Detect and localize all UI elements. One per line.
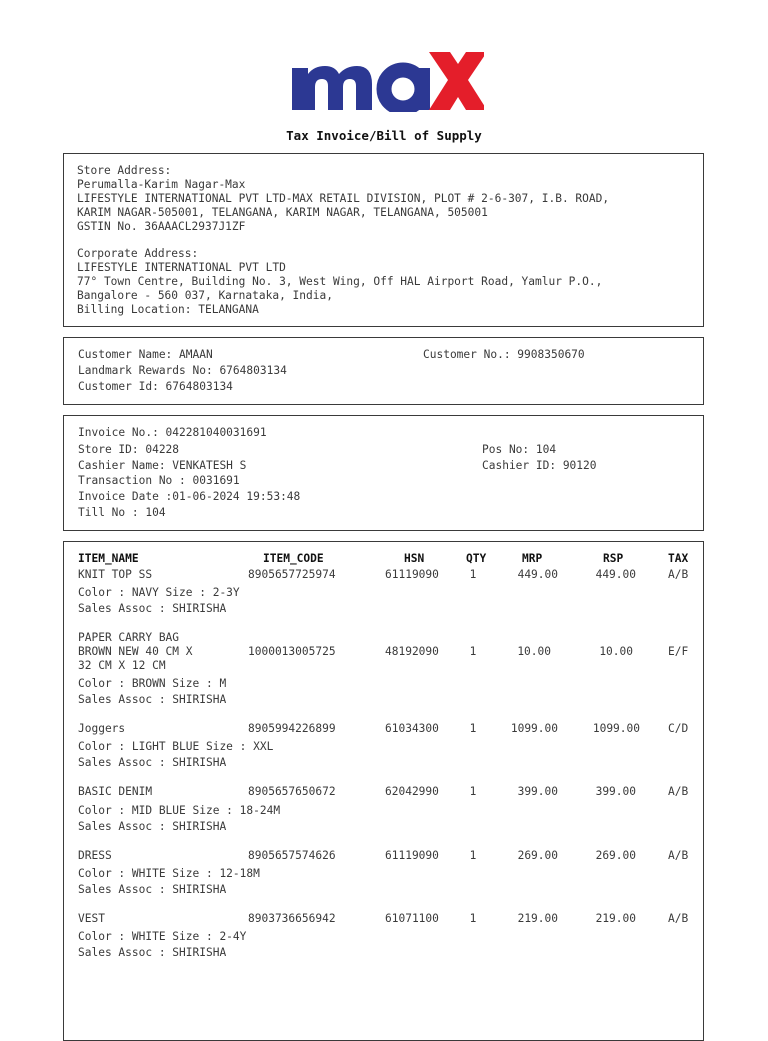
- corporate-address-heading: Corporate Address:: [77, 247, 199, 260]
- store-address-heading: Store Address:: [77, 164, 172, 177]
- item-mrp: 219.00: [517, 912, 558, 925]
- corporate-address-line: LIFESTYLE INTERNATIONAL PVT LTD: [77, 261, 286, 274]
- billing-location: Billing Location: TELANGANA: [77, 303, 259, 316]
- gstin: GSTIN No. 36AAACL2937J1ZF: [77, 220, 246, 233]
- transaction-number: Transaction No : 0031691: [78, 474, 240, 487]
- item-hsn: 48192090: [385, 645, 439, 658]
- item-hsn: 61119090: [385, 568, 439, 581]
- item-rsp: 1099.00: [592, 722, 640, 735]
- item-tax: A/B: [668, 912, 689, 925]
- item-color-size: Color : MID BLUE Size : 18-24M: [78, 804, 281, 817]
- item-tax: E/F: [668, 645, 689, 658]
- item-qty: 1: [469, 849, 477, 862]
- item-tax: C/D: [668, 722, 689, 735]
- corporate-address-line: 77° Town Centre, Building No. 3, West Wing, Off HAL Airport Road, Yamlur P.O.,: [77, 275, 603, 288]
- customer-number: Customer No.: 9908350670: [423, 348, 585, 361]
- corporate-address-line: Bangalore - 560 037, Karnataka, India,: [77, 289, 333, 302]
- item-mrp: 10.00: [517, 645, 551, 658]
- item-color-size: Color : WHITE Size : 2-4Y: [78, 930, 247, 943]
- item-hsn: 61071100: [385, 912, 439, 925]
- item-qty: 1: [469, 912, 477, 925]
- item-name: BASIC DENIM: [78, 785, 153, 798]
- cashier-id: Cashier ID: 90120: [482, 459, 597, 472]
- store-address-line: Perumalla-Karim Nagar-Max: [77, 178, 246, 191]
- header-qty: QTY: [466, 552, 487, 565]
- header-rsp: RSP: [603, 552, 624, 565]
- item-tax: A/B: [668, 849, 689, 862]
- item-sales-assoc: Sales Assoc : SHIRISHA: [78, 820, 227, 833]
- document-title: Tax Invoice/Bill of Supply: [286, 128, 482, 143]
- item-qty: 1: [469, 722, 477, 735]
- item-rsp: 219.00: [595, 912, 636, 925]
- till-number: Till No : 104: [78, 506, 166, 519]
- store-address-line: LIFESTYLE INTERNATIONAL PVT LTD-MAX RETAIL DIVISION, PLOT # 2-6-307, I.B. ROAD,: [77, 192, 610, 205]
- item-color-size: Color : BROWN Size : M: [78, 677, 227, 690]
- item-mrp: 399.00: [517, 785, 558, 798]
- item-tax: A/B: [668, 785, 689, 798]
- max-logo-mark: [284, 52, 484, 112]
- item-sales-assoc: Sales Assoc : SHIRISHA: [78, 946, 227, 959]
- item-sales-assoc: Sales Assoc : SHIRISHA: [78, 693, 227, 706]
- item-name: PAPER CARRY BAG: [78, 631, 180, 644]
- cashier-name: Cashier Name: VENKATESH S: [78, 459, 247, 472]
- customer-id: Customer Id: 6764803134: [78, 380, 233, 393]
- item-sales-assoc: Sales Assoc : SHIRISHA: [78, 883, 227, 896]
- item-hsn: 61034300: [385, 722, 439, 735]
- item-rsp: 269.00: [595, 849, 636, 862]
- item-mrp: 449.00: [517, 568, 558, 581]
- item-code: 8905657650672: [248, 785, 336, 798]
- item-qty: 1: [469, 645, 477, 658]
- item-qty: 1: [469, 785, 477, 798]
- header-item-name: ITEM_NAME: [78, 552, 139, 565]
- item-color-size: Color : LIGHT BLUE Size : XXL: [78, 740, 274, 753]
- item-rsp: 399.00: [595, 785, 636, 798]
- item-name: VEST: [78, 912, 105, 925]
- max-logo: [0, 52, 768, 122]
- item-mrp: 1099.00: [510, 722, 558, 735]
- item-code: 8905657574626: [248, 849, 336, 862]
- item-qty: 1: [469, 568, 477, 581]
- rewards-number: Landmark Rewards No: 6764803134: [78, 364, 287, 377]
- item-color-size: Color : WHITE Size : 12-18M: [78, 867, 260, 880]
- item-code: 8905657725974: [248, 568, 336, 581]
- store-address-line: KARIM NAGAR-505001, TELANGANA, KARIM NAGAR, TELANGANA, 505001: [77, 206, 488, 219]
- item-name: KNIT TOP SS: [78, 568, 153, 581]
- item-color-size: Color : NAVY Size : 2-3Y: [78, 586, 240, 599]
- invoice-number: Invoice No.: 042281040031691: [78, 426, 267, 439]
- header-hsn: HSN: [404, 552, 425, 565]
- store-id: Store ID: 04228: [78, 443, 180, 456]
- customer-name: Customer Name: AMAAN: [78, 348, 213, 361]
- header-tax: TAX: [668, 552, 689, 565]
- item-hsn: 61119090: [385, 849, 439, 862]
- item-name: BROWN NEW 40 CM X: [78, 645, 193, 658]
- item-code: 1000013005725: [248, 645, 336, 658]
- item-name: 32 CM X 12 CM: [78, 659, 166, 672]
- item-name: DRESS: [78, 849, 112, 862]
- invoice-date: Invoice Date :01-06-2024 19:53:48: [78, 490, 301, 503]
- item-sales-assoc: Sales Assoc : SHIRISHA: [78, 602, 227, 615]
- item-rsp: 449.00: [595, 568, 636, 581]
- header-mrp: MRP: [522, 552, 543, 565]
- item-sales-assoc: Sales Assoc : SHIRISHA: [78, 756, 227, 769]
- item-tax: A/B: [668, 568, 689, 581]
- item-hsn: 62042990: [385, 785, 439, 798]
- header-item-code: ITEM_CODE: [263, 552, 324, 565]
- pos-number: Pos No: 104: [482, 443, 557, 456]
- item-name: Joggers: [78, 722, 126, 735]
- item-mrp: 269.00: [517, 849, 558, 862]
- item-code: 8903736656942: [248, 912, 336, 925]
- item-rsp: 10.00: [599, 645, 633, 658]
- item-code: 8905994226899: [248, 722, 336, 735]
